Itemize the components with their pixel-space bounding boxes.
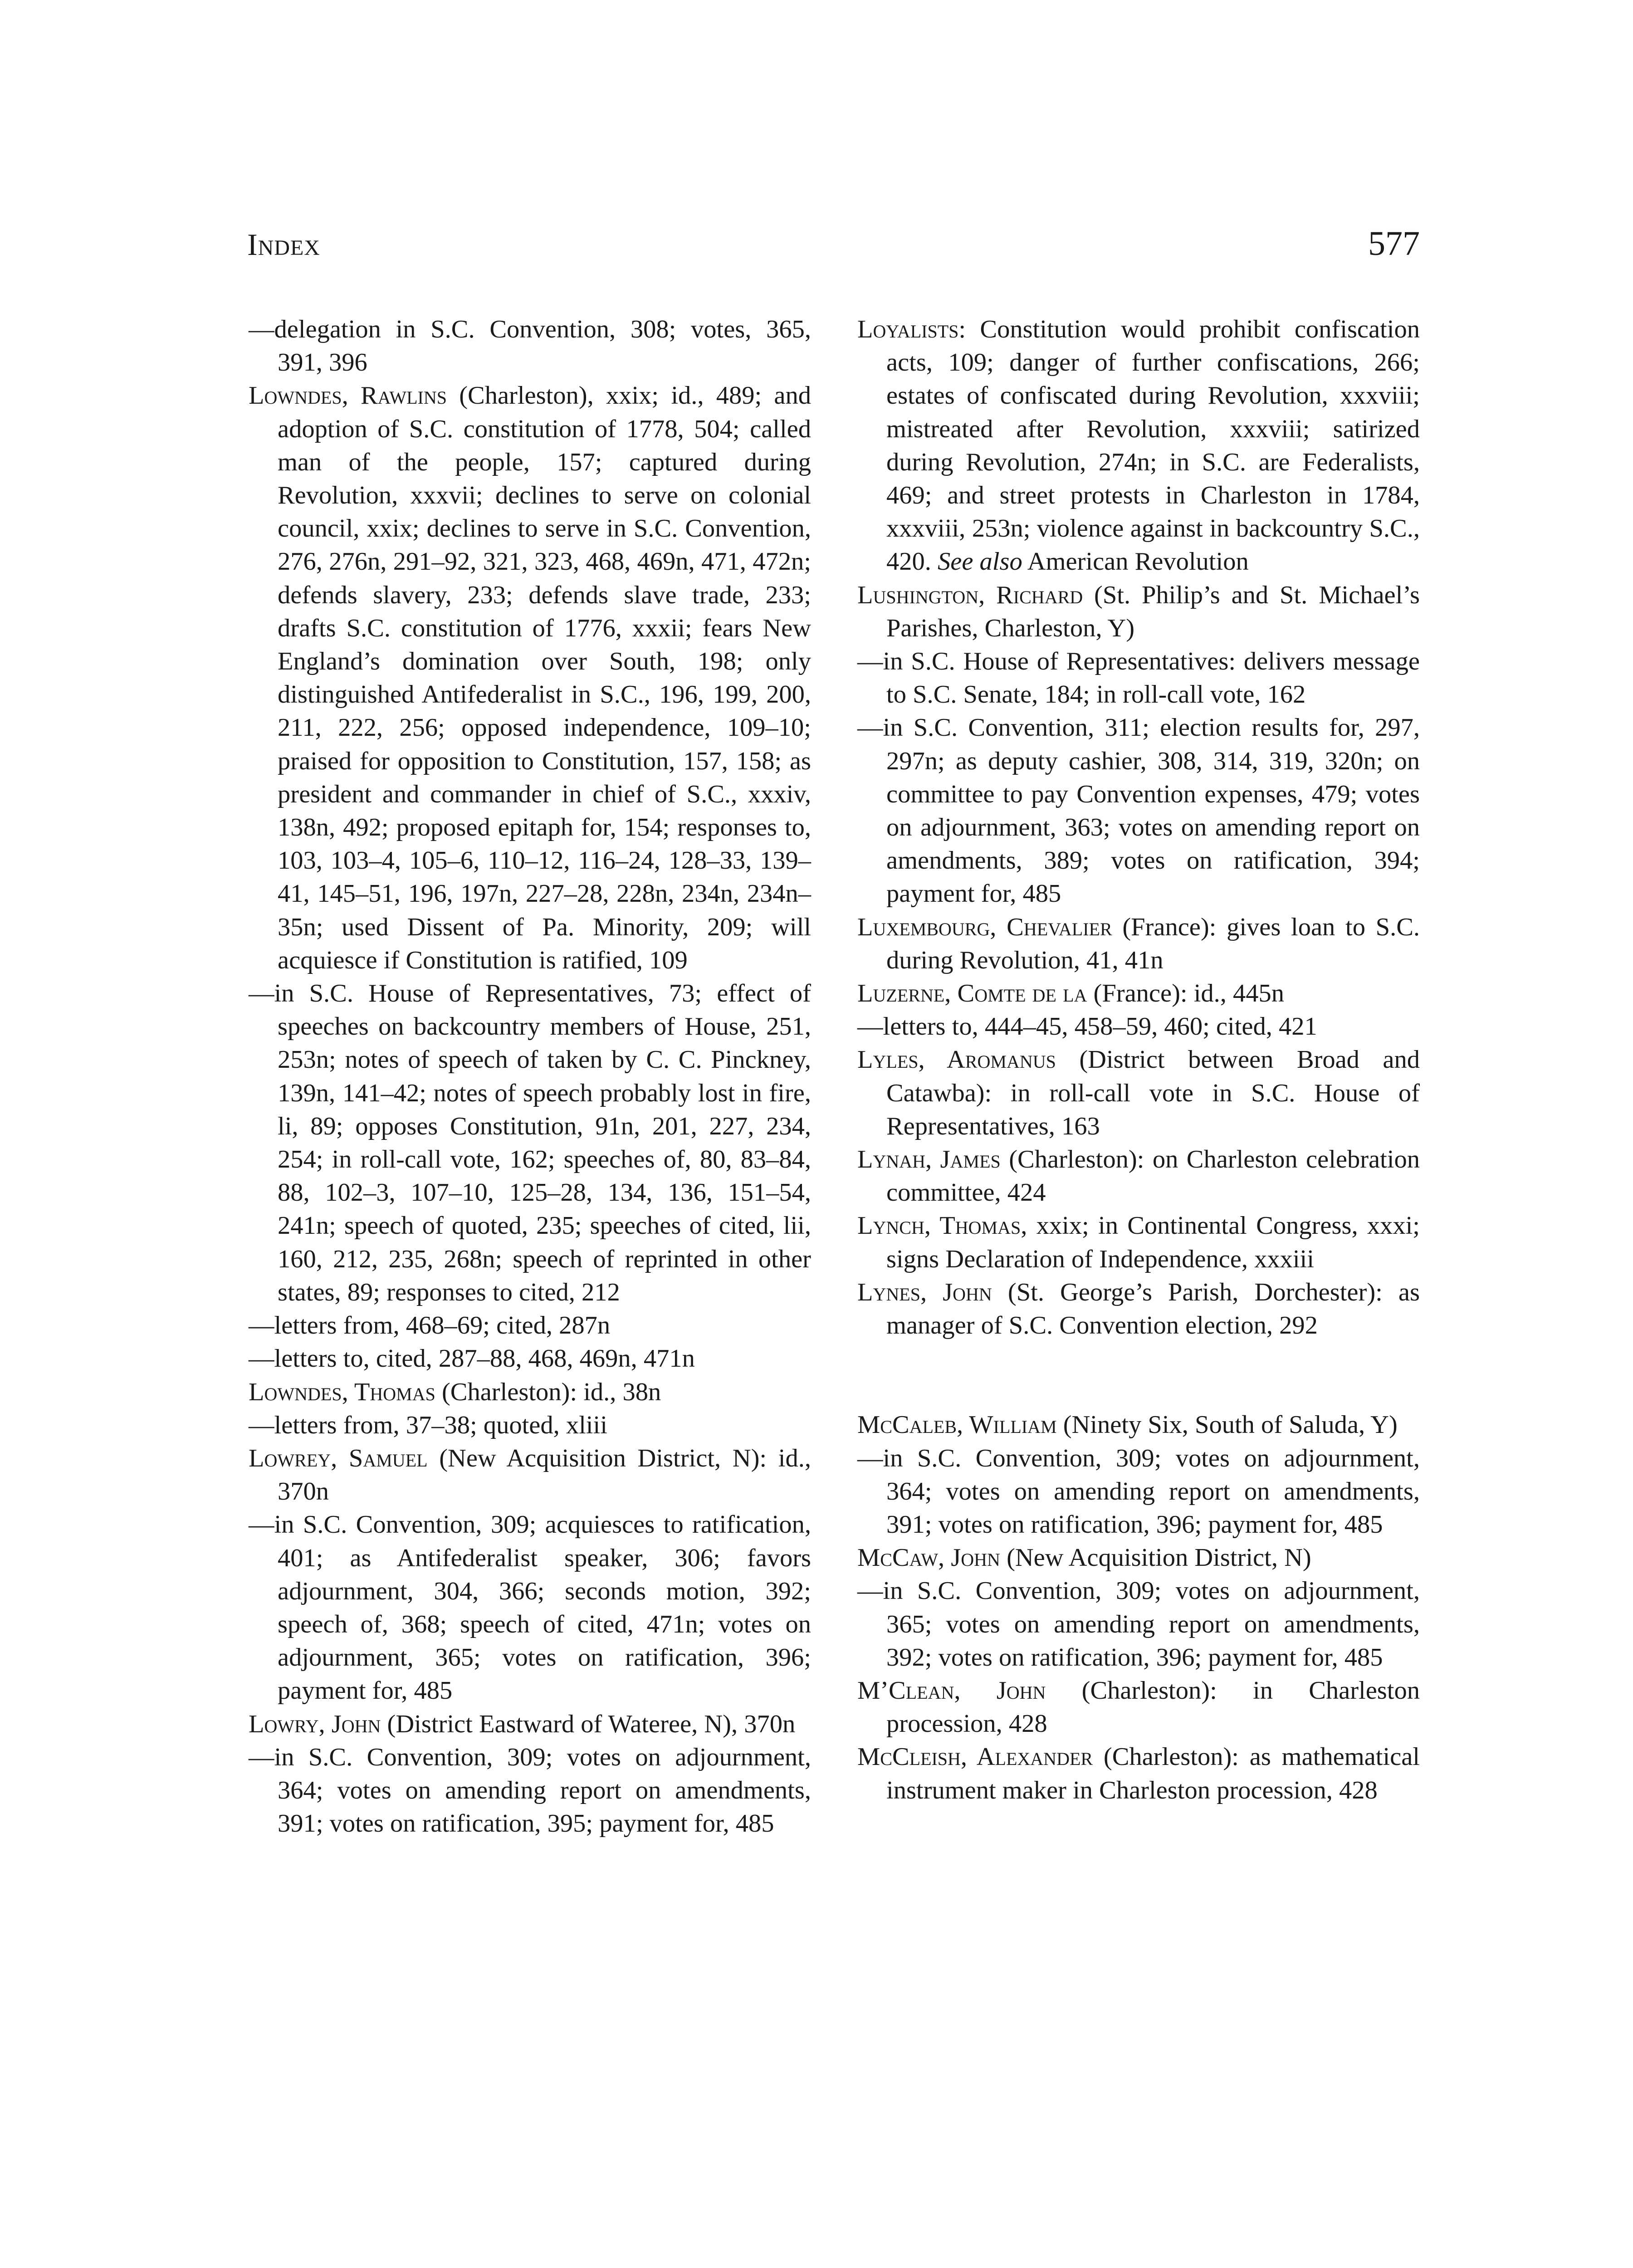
index-subentry [249,1409,811,1442]
entry-text: —in S.C. Convention, 309; votes on adjournment, 364; votes on amending report on amendments, 391; votes on ratification, 395; payment for, 485 [249,1743,811,1838]
index-entry [857,1541,1420,1574]
entry-name: Loyalists [857,315,959,343]
entry-name: M’Clean, John [857,1676,1046,1705]
running-header-title: Index [247,227,320,262]
entry-text: (Ninety Six, South of Saluda, Y) [1056,1411,1398,1439]
entry-text: : Constitution would prohibit confiscation acts, 109; danger of further confiscations, 266; estates of confiscated during Revolution, xxxviii; mistreated after Revolution, xxxviii; satirized during Revolution, 274n; in S.C. are Federalists, 469; and street protests in Charleston in 1784, xxxviii, 253n; violence against in backcountry S.C., 420. [886,315,1420,576]
entry-text: (District between Broad and Catawba): in roll-call vote in S.C. House of Representatives, 163 [886,1046,1420,1140]
entry-text: (Charleston): on Charleston celebration committee, 424 [886,1145,1420,1207]
entry-text: (France): id., 445n [1087,979,1285,1008]
entry-text: —delegation in S.C. Convention, 308; votes, 365, 391, 396 [249,315,811,377]
entry-name: McCaleb, William [857,1411,1057,1439]
letter-section-gap [857,1342,1420,1408]
entry-text: —in S.C. Convention, 309; acquiesces to ratification, 401; as Antifederalist speaker, 306; favors adjournment, 304, 366; seconds motion, 392; speech of, 368; speech of cited, 471n; votes on adjournment, 365; votes on ratification, 396; payment for, 485 [249,1510,811,1705]
entry-text: —in S.C. Convention, 311; election results for, 297, 297n; as deputy cashier, 308, 314, 319, 320n; on committee to pay Convention expenses, 479; votes on adjournment, 363; votes on amending report on amendments, 389; votes on ratification, 394; payment for, 485 [857,714,1420,908]
entry-text: , xxix; in Continental Congress, xxxi; signs Declaration of Independence, xxxiii [886,1212,1420,1273]
entry-name: McCaw, John [857,1544,1000,1572]
index-entry [857,911,1420,977]
see-also-target: American Revolution [1022,547,1249,576]
entry-name: Lushington, Richard [857,581,1083,609]
entry-name: Lynch, Thomas [857,1212,1021,1240]
entry-text: —in S.C. Convention, 309; votes on adjournment, 364; votes on amending report on amendments, 391; votes on ratification, 396; payment for, 485 [857,1444,1420,1539]
entry-name: Luzerne, Comte de la [857,979,1087,1008]
index-subentry [857,1010,1420,1043]
index-entry [857,579,1420,645]
entry-text: —letters to, cited, 287–88, 468, 469n, 471n [249,1344,695,1373]
entry-text: (Charleston), xxix; id., 489; and adoption of S.C. constitution of 1778, 504; called man of the people, 157; captured during Revolution, xxxvii; declines to serve on colonial council, xxix; declines to serve in S.C. Convention, 276, 276n, 291–92, 321, 323, 468, 469n, 471, 472n; defends slavery, 233; defends slave trade, 233; drafts S.C. constitution of 1776, xxxii; fears New England’s domination over South, 198; only distinguished Antifederalist in S.C., 196, 199, 200, 211, 222, 256; opposed independence, 109–10; praised for opposition to Constitution, 157, 158; as president and commander in chief of S.C., xxxiv, 138n, 492; proposed epitaph for, 154; responses to, 103, 103–4, 105–6, 110–12, 116–24, 128–33, 139–41, 145–51, 196, 197n, 227–28, 228n, 234n, 234n–35n; used Dissent of Pa. Minority, 209; will acquiesce if Constitution is ratified, 109 [278,381,811,974]
entry-text: —letters from, 468–69; cited, 287n [249,1311,611,1340]
index-entry [857,1143,1420,1209]
entry-name: Luxembourg, Chevalier [857,913,1112,941]
right-index-column [857,313,1420,1807]
entry-text: (St. George’s Parish, Dorchester): as manager of S.C. Convention election, 292 [886,1278,1420,1340]
index-entry [857,1209,1420,1276]
entry-name: McCleish, Alexander [857,1743,1093,1771]
entry-text: (Charleston): as mathematical instrument maker in Charleston procession, 428 [886,1743,1420,1804]
entry-text: —letters from, 37–38; quoted, xliii [249,1411,607,1439]
index-entry [857,1276,1420,1342]
index-entry [857,1408,1420,1442]
index-entry [249,379,811,977]
entry-text: (New Acquisition District, N): id., 370n [278,1444,811,1506]
entry-text: (St. Philip’s and St. Michael’s Parishes, Charleston, Y) [886,581,1420,642]
entry-text: —in S.C. Convention, 309; votes on adjournment, 365; votes on amending report on amendments, 392; votes on ratification, 396; payment for, 485 [857,1577,1420,1672]
index-subentry [249,1508,811,1707]
entry-text: (District Eastward of Wateree, N), 370n [381,1710,796,1738]
index-entry [249,1376,811,1409]
entry-text: (Charleston): in Charleston procession, 428 [886,1676,1420,1738]
entry-name: Lowndes, Thomas [249,1378,435,1406]
entry-text: —in S.C. House of Representatives: delivers message to S.C. Senate, 184; in roll-call vote, 162 [857,647,1420,709]
entry-name: Lowndes, Rawlins [249,381,447,410]
index-entry [857,977,1420,1010]
index-subentry [857,1574,1420,1674]
index-entry [857,1043,1420,1143]
entry-text: —in S.C. House of Representatives, 73; effect of speeches on backcountry members of House, 251, 253n; notes of speech of taken by C. C. Pinckney, 139n, 141–42; notes of speech probably lost in fire, li, 89; opposes Constitution, 91n, 201, 227, 234, 254; in roll-call vote, 162; speeches of, 80, 83–84, 88, 102–3, 107–10, 125–28, 134, 136, 151–54, 241n; speech of quoted, 235; speeches of cited, lii, 160, 212, 235, 268n; speech of reprinted in other states, 89; responses to cited, 212 [249,979,811,1306]
entry-text: (New Acquisition District, N) [1000,1544,1311,1572]
entry-name: Lyles, Aromanus [857,1046,1056,1074]
left-index-column [249,313,811,1840]
index-subentry [249,1342,811,1375]
index-entry [857,1674,1420,1740]
entry-name: Lowry, John [249,1710,381,1738]
index-subentry [249,977,811,1309]
index-entry [249,1708,811,1741]
entry-text: (Charleston): id., 38n [435,1378,661,1406]
index-entry [857,1740,1420,1807]
index-subentry [249,313,811,379]
index-subentry [857,711,1420,910]
index-subentry [249,1309,811,1342]
index-subentry [857,645,1420,711]
entry-text: —letters to, 444–45, 458–59, 460; cited, 421 [857,1012,1317,1041]
entry-name: Lowrey, Samuel [249,1444,428,1472]
index-subentry [249,1741,811,1841]
index-subentry [857,1442,1420,1542]
entry-name: Lynah, James [857,1145,1001,1174]
entry-name: Lynes, John [857,1278,992,1306]
page-number: 577 [1368,225,1420,263]
see-also-label: See also [938,547,1022,576]
index-entry [857,313,1420,579]
index-entry [249,1442,811,1508]
entry-text: (France): gives loan to S.C. during Revolution, 41, 41n [886,913,1420,974]
